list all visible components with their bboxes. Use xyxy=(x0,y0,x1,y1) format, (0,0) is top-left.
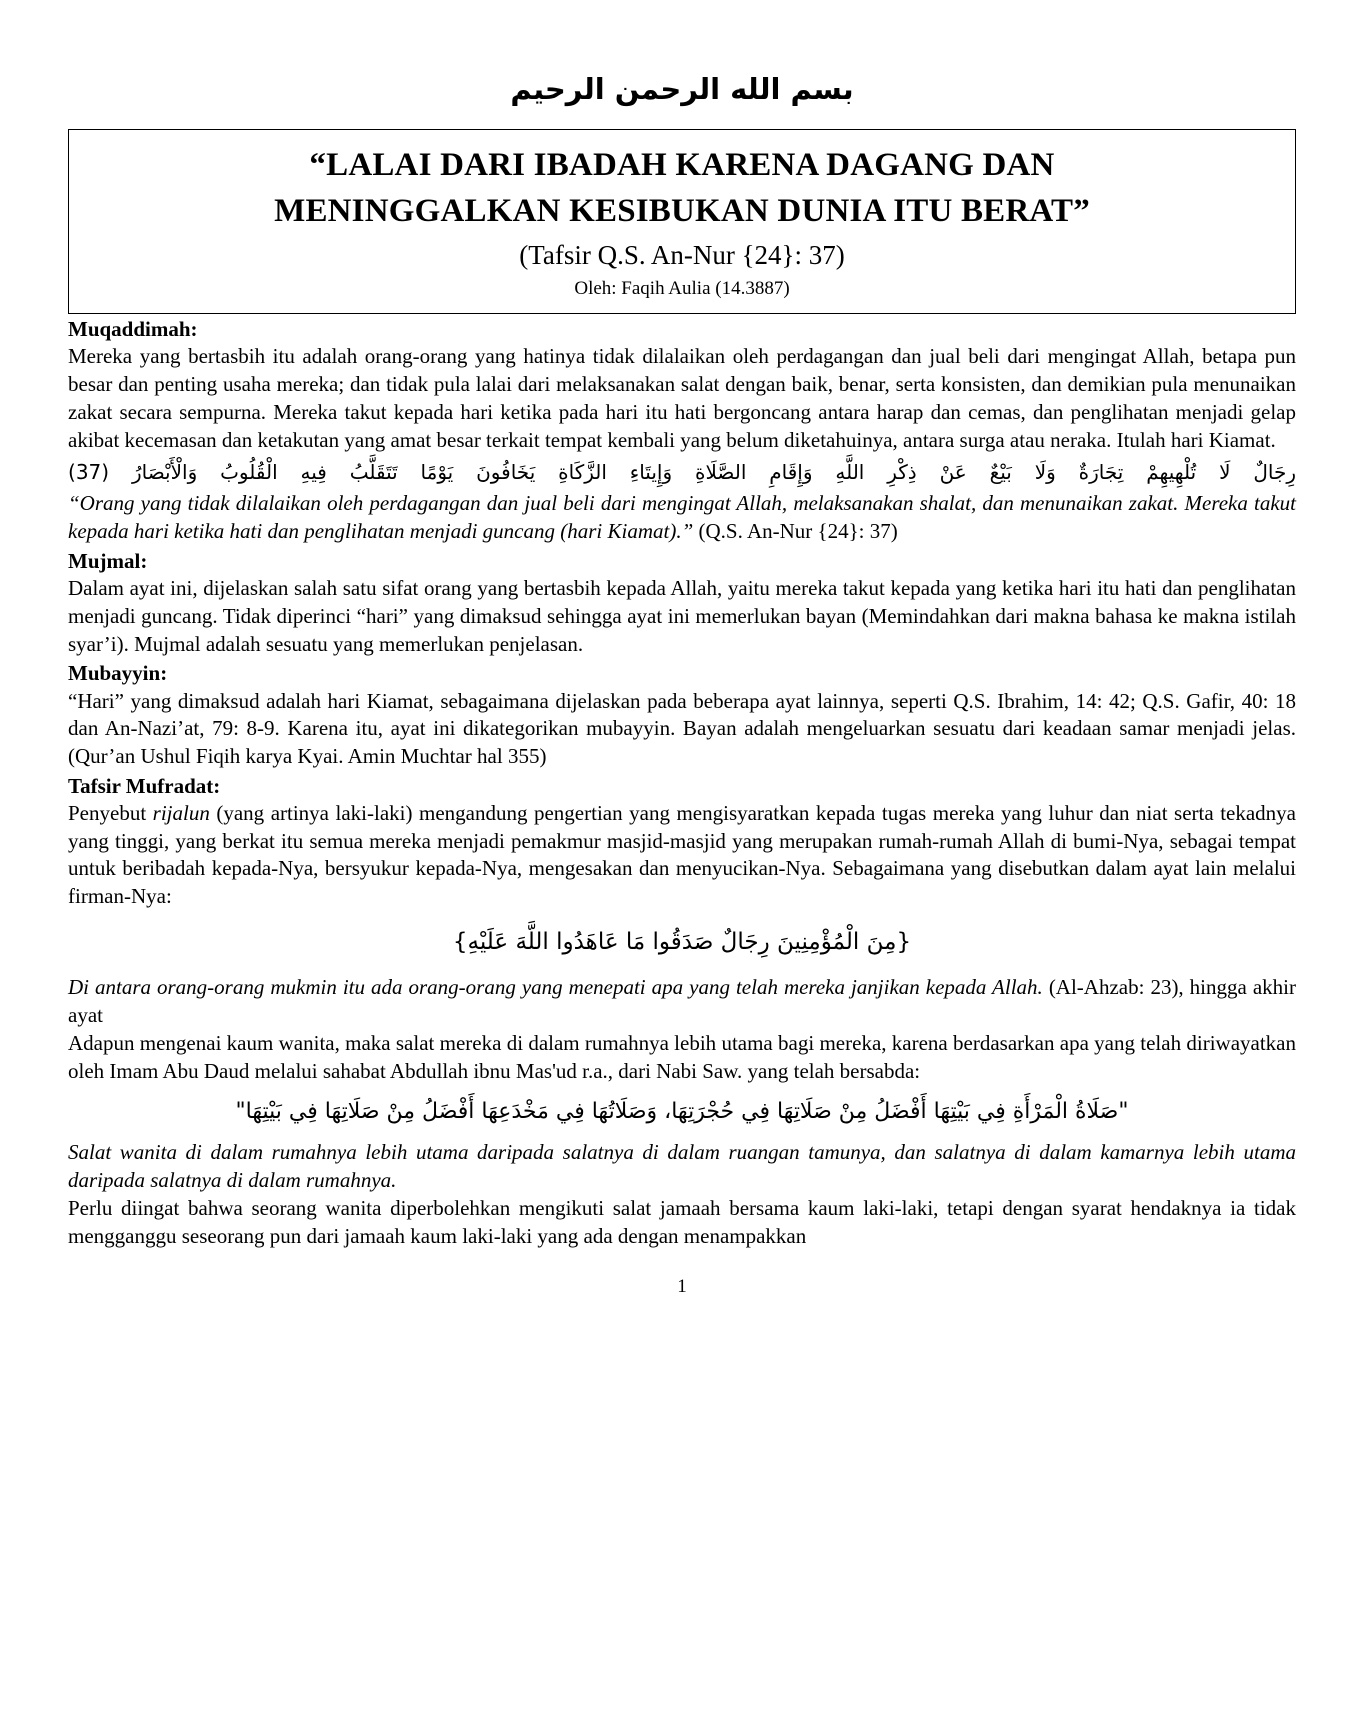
women-prayer-closing: Perlu diingat bahwa seorang wanita diperbolehkan mengikuti salat jamaah bersama kaum laki-laki, tetapi dengan syarat hendaknya ia tidak mengganggu seseorang pun dari jamaah kaum laki-laki yang ada dengan menampakkan xyxy=(68,1195,1296,1248)
page-number: 1 xyxy=(677,1276,687,1298)
section-paragraph-tafsir-mufradat xyxy=(68,800,1296,911)
section-heading-tafsir-mufradat: Tafsir Mufradat: xyxy=(68,773,221,798)
ahzab-quote-arabic: {مِنَ الْمُؤْمِنِينَ رِجَالٌ صَدَقُوا مَا عَاهَدُوا اللَّهَ عَلَيْهِ} xyxy=(452,928,912,955)
page-title-line-1: “LALAI DARI IBADAH KARENA DAGANG DAN xyxy=(309,147,1055,184)
women-prayer-intro: Adapun mengenai kaum wanita, maka salat mereka di dalam rumahnya lebih utama bagi mereka, karena berdasarkan apa yang telah diriwayatkan oleh Imam Abu Daud melalui sahabat Abdullah ibnu Mas'ud r.a., dari Nabi Saw. yang telah bersabda: xyxy=(68,1030,1296,1083)
quran-verse-citation: (Q.S. An-Nur {24}: 37) xyxy=(693,519,898,544)
hadith-translation: Salat wanita di dalam rumahnya lebih utama daripada salatnya di dalam ruangan tamunya, dan salatnya di dalam kamarnya lebih utama daripada salatnya di dalam rumahnya. xyxy=(68,1140,1296,1193)
section-heading-mujmal: Mujmal: xyxy=(68,548,148,573)
quran-verse-translation-italic: “Orang yang tidak dilalaikan oleh perdagangan dan jual beli dari mengingat Allah, melaksanakan shalat, dan menunaikan zakat. Mereka takut kepada hari ketika hati dan penglihatan menjadi guncang (hari Kiamat).” xyxy=(68,491,1296,544)
page-author: Oleh: Faqih Aulia (14.3887) xyxy=(574,278,790,300)
mufradat-text-pre: Penyebut xyxy=(68,800,153,825)
mufradat-text-post: (yang artinya laki-laki) mengandung pengertian yang mengisyaratkan kepada tugas mereka yang luhur dan niat serta tekadnya yang tinggi, yang berkat itu semua mereka menjadi pemakmur masjid-masjid yang merupakan rumah-rumah Allah di bumi-Nya, sebagai tempat untuk beribadah kepada-Nya, bersyukur kepada-Nya, mengesakan dan menyucikan-Nya. Sebagaimana yang disebutkan dalam ayat lain melalui firman-Nya: xyxy=(68,800,1296,909)
page-title-line-2: MENINGGALKAN KESIBUKAN DUNIA ITU BERAT” xyxy=(274,193,1090,230)
ahzab-quote-translation xyxy=(68,974,1296,1029)
page-subtitle: (Tafsir Q.S. An-Nur {24}: 37) xyxy=(519,239,845,270)
title-box xyxy=(68,129,1296,314)
hadith-arabic: "صَلَاةُ الْمَرْأَةِ فِي بَيْتِهَا أَفْضَلُ مِنْ صَلَاتِهَا فِي حُجْرَتِهَا، وَصَلَاتُهَا فِي مَخْدَعِهَا أَفْضَلُ مِنْ صَلَاتِهَا فِي بَيْتِهَا" xyxy=(235,1099,1129,1125)
mufradat-term-rijalun: rijalun xyxy=(152,800,210,825)
section-paragraph-mubayyin: “Hari” yang dimaksud adalah hari Kiamat, sebagaimana dijelaskan pada beberapa ayat lainnya, seperti Q.S. Ibrahim, 14: 42; Q.S. Gafir, 40: 18 dan An-Nazi’at, 79: 8-9. Karena itu, ayat ini dikategorikan mubayyin. Bayan adalah mengeluarkan sesuatu dari keadaan samar menjadi jelas. (Qur’an Ushul Fiqih karya Kyai. Amin Muchtar hal 355) xyxy=(68,688,1296,768)
section-heading-mubayyin: Mubayyin: xyxy=(68,661,168,686)
ahzab-translation-italic: Di antara orang-orang mukmin itu ada orang-orang yang menepati apa yang telah mereka janjikan kepada Allah. xyxy=(68,975,1043,1000)
section-paragraph-muqaddimah: Mereka yang bertasbih itu adalah orang-orang yang hatinya tidak dilalaikan oleh perdagangan dan jual beli dari mengingat Allah, betapa pun besar dan penting usaha mereka; dan tidak pula lalai dari melaksanakan salat dengan baik, benar, serta konsisten, dan demikian pula menunaikan zakat secara sempurna. Mereka takut kepada hari ketika pada hari itu hati bergoncang antara harap dan cemas, dan penglihatan menjadi gelap akibat kecemasan dan ketakutan yang amat besar terkait tempat kembali yang belum diketahuinya, antara surga atau neraka. Itulah hari Kiamat. xyxy=(68,344,1296,452)
ahzab-citation: (Al-Ahzab: 23), hingga akhir ayat xyxy=(68,975,1296,1028)
quran-verse-translation xyxy=(68,490,1296,545)
basmalah-text: بسم الله الرحمن الرحيم xyxy=(510,72,854,106)
section-paragraph-mujmal: Dalam ayat ini, dijelaskan salah satu sifat orang yang bertasbih kepada Allah, yaitu mereka takut kepada yang ketika hari itu hati dan penglihatan menjadi guncang. Tidak diperinci “hari” yang dimaksud sehingga ayat ini memerlukan bayan (Memindahkan dari makna bahasa ke makna istilah syar’i). Mujmal adalah sesuatu yang memerlukan penjelasan. xyxy=(68,576,1296,656)
quran-verse-arabic: رِجَالٌ لَا تُلْهِيهِمْ تِجَارَةٌ وَلَا بَيْعٌ عَنْ ذِكْرِ اللَّهِ وَإِقَامِ الصَّلَاةِ وَإِيتَاءِ الزَّكَاةِ يَخَافُونَ يَوْمًا تَتَقَلَّبُ فِيهِ الْقُلُوبُ وَالْأَبْصَارُ (37) xyxy=(68,460,1296,485)
section-heading-muqaddimah: Muqaddimah: xyxy=(68,317,198,342)
